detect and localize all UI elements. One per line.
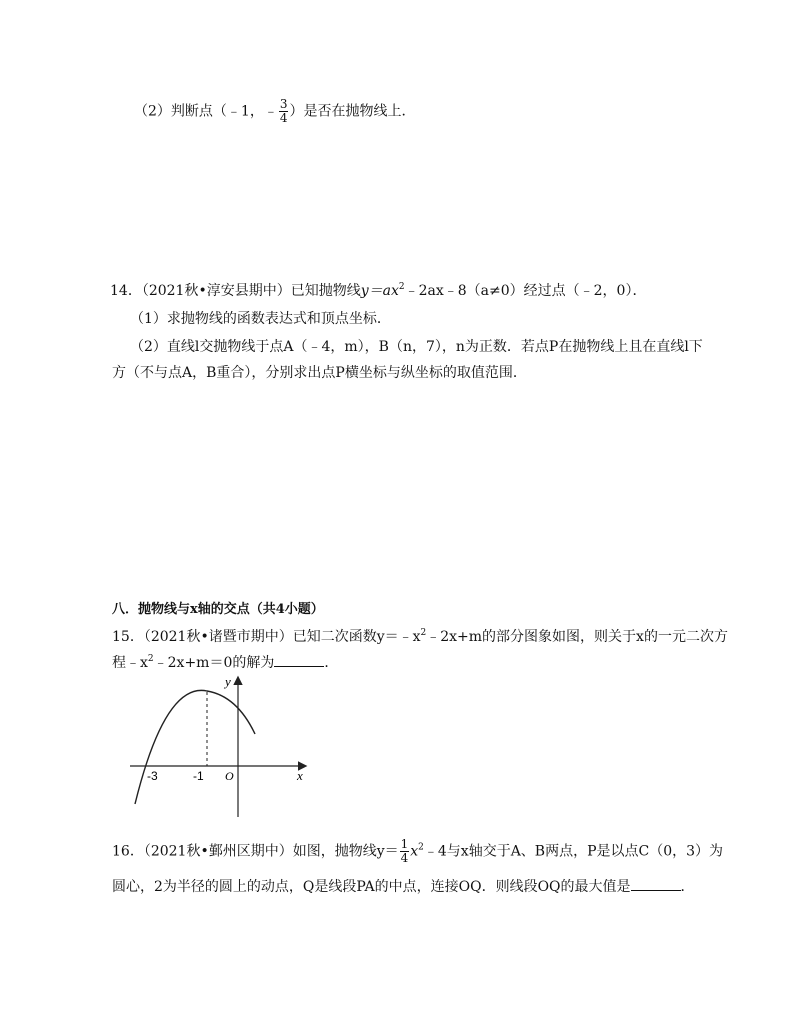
parabola-curve: [135, 690, 255, 804]
q14-part2-line1: （2）直线l交抛物线于点A（﹣4，m），B（n，7），n为正数．若点P在抛物线上且在直线l下: [130, 339, 703, 355]
y-axis-label: y: [225, 674, 231, 689]
x-axis-label: x: [297, 768, 303, 783]
q15-line2: 程$﹣x^2﹣2x+m=0$的解为 ．: [112, 654, 339, 671]
q16-fraction: $\frac{1}{4}$: [400, 837, 409, 865]
q14-part2-line2: 方（不与点A，B重合），分别求出点P横坐标与纵坐标的取值范围．: [112, 365, 527, 381]
q15-line1: 15．（2021秋•诸暨市期中）已知二次函数$y=﹣x^2﹣2x+m$的部分图象如图，则关于x的一元二次方: [112, 628, 728, 645]
q16-line2: 圆心，2为半径的圆上的动点，Q是线段PA的中点，连接OQ．则线段OQ的最大值是 ．: [112, 879, 695, 895]
q16-line1: 16．（2021秋•鄞州区期中）如图，抛物线y＝ $\frac{1}{4}$ $x^2﹣4$与x轴交于A、B两点，P是以点C（0，3）为: [112, 837, 724, 865]
q13-part2: [134, 98, 415, 125]
tick-label-neg3: -3: [147, 769, 158, 783]
answer-blank[interactable]: [631, 878, 681, 891]
answer-blank[interactable]: [274, 654, 324, 667]
section-title: 八．抛物线与x轴的交点（共4小题）: [112, 602, 324, 617]
origin-label: O: [225, 769, 234, 783]
tick-label-neg1: -1: [193, 769, 204, 783]
q13-fraction: $\frac{3}{4}$: [279, 97, 288, 125]
q14-head: 14．（2021秋•淳安县期中）已知抛物线$y=ax^2﹣2ax﹣8(a\ne 0)$经过点（﹣2，0）．: [110, 282, 647, 299]
q13-part2-prefix: （2）判断点（﹣1，﹣: [134, 103, 278, 120]
parabola-graph: [125, 672, 325, 822]
q14-part1: （1）求抛物线的函数表达式和顶点坐标．: [130, 311, 391, 327]
q13-part2-suffix: ）是否在抛物线上．: [289, 103, 416, 120]
